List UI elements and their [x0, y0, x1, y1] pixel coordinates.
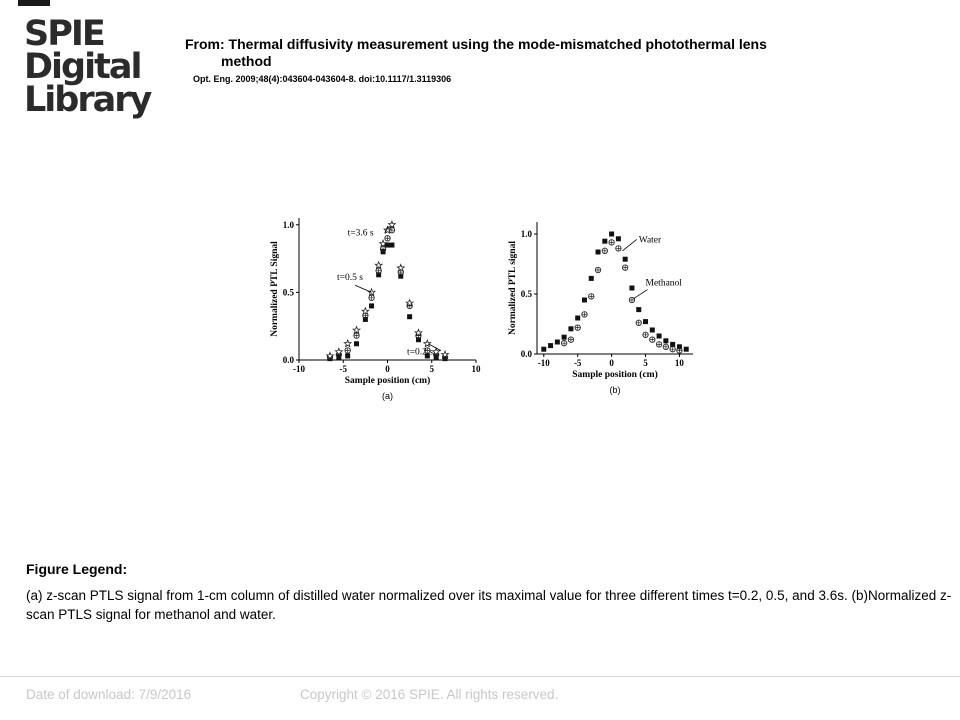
panel-a-y-tick-label: 0.0 — [282, 355, 294, 365]
spie-digital-library-logo — [24, 14, 151, 120]
panel-b-point-water — [555, 340, 560, 345]
panel-b-point-water — [609, 232, 614, 237]
panel-b-point-methanol-cross — [657, 342, 661, 346]
panel-a-y-tick-label: 0.5 — [282, 287, 294, 298]
panel-a-panel-label: (a) — [382, 391, 393, 401]
panel-a-annotation: t=3.6 s — [347, 228, 374, 239]
panel-b-x-tick-label: 0 — [609, 358, 614, 368]
panel-a-point-t-0-5-s-cross — [386, 236, 390, 240]
footer-divider — [0, 676, 960, 677]
panel-b-point-water — [602, 239, 607, 244]
panel-b-point-methanol-cross — [671, 347, 675, 351]
panel-a-point-t-0-5-s-cross — [355, 334, 359, 338]
panel-a-point-t-0-2-s — [345, 353, 350, 358]
panel-b-point-methanol-cross — [562, 341, 566, 345]
panel-b-point-water — [629, 286, 634, 291]
panel-a-point-t-0-2-s — [369, 303, 374, 308]
panel-a-point-t-0-5-s-cross — [377, 269, 381, 273]
panel-b-point-water — [568, 326, 573, 331]
panel-a-point-t-0-2-s — [389, 243, 394, 248]
panel-b-point-water — [623, 257, 628, 262]
article-title-line-1: From: Thermal diffusivity measurement using the mode-mismatched photothermal lens — [185, 36, 767, 52]
article-title — [185, 36, 885, 70]
panel-a-x-tick-label: -5 — [339, 364, 347, 374]
figure-legend-text: (a) z-scan PTLS signal from 1-cm column of distilled water normalized over its maximal value for three different times t=0.2, 0.5, and 3.6s. (b)Normalized z-scan PTLS signal for methanol and water. — [26, 588, 952, 622]
panel-b-point-methanol-cross — [616, 246, 620, 250]
panel-b-x-axis-label: Sample position (cm) — [572, 370, 658, 380]
panel-b-x-tick-label: -5 — [573, 358, 582, 368]
panel-a-point-t-3-6-s — [424, 340, 431, 347]
panel-b-point-methanol-cross — [637, 321, 641, 325]
panel-a-point-t-3-6-s — [389, 221, 396, 228]
panel-a-annotation: t=0.2 s — [406, 347, 433, 358]
panel-a-y-axis-label: Normalized PTL Signal — [270, 241, 280, 337]
figure-image — [255, 208, 705, 408]
panel-a-x-tick-label: 5 — [429, 364, 434, 374]
logo-line-3: Library — [24, 80, 151, 120]
panel-b-annotation-arrow — [633, 290, 647, 299]
panel-b-point-water — [657, 334, 662, 339]
panel-a-x-tick-label: 10 — [471, 364, 481, 374]
panel-b-y-tick-label: 1.0 — [520, 229, 532, 239]
article-title-line-2: method — [221, 53, 272, 69]
panel-a-annotation: t=0.5 s — [337, 273, 364, 284]
top-accent-bar — [18, 0, 50, 6]
panel-b-point-water — [684, 347, 689, 352]
panel-a-x-tick-label: -10 — [293, 364, 305, 374]
panel-b-point-methanol-cross — [664, 345, 668, 349]
figure-legend-title: Figure Legend: — [26, 561, 128, 577]
panel-b-point-water — [541, 347, 546, 352]
panel-b-x-tick-label: -10 — [537, 358, 550, 368]
panel-b-y-tick-label: 0.0 — [520, 349, 532, 359]
panel-b-point-water — [663, 338, 668, 343]
panel-a-point-t-0-5-s-cross — [346, 349, 350, 353]
logo-line-1: SPIE — [24, 14, 104, 54]
panel-b-point-water — [582, 298, 587, 303]
panel-a-point-t-0-2-s — [407, 314, 412, 319]
panel-b-point-methanol-cross — [644, 333, 648, 337]
panel-b-point-water — [562, 335, 567, 340]
panel-b-point-water — [575, 316, 580, 321]
panel-b-point-methanol-cross — [576, 326, 580, 330]
panel-b-point-methanol-cross — [603, 249, 607, 253]
panel-b-point-methanol-cross — [650, 338, 654, 342]
panel-b-point-water — [596, 250, 601, 255]
copyright-notice: Copyright © 2016 SPIE. All rights reserved. — [300, 687, 559, 702]
panel-a-point-t-3-6-s — [397, 264, 404, 271]
panel-b-point-water — [636, 307, 641, 312]
panel-b-x-tick-label: 10 — [674, 358, 684, 368]
panel-b-annotation-arrow — [622, 239, 636, 250]
panel-b-point-water — [589, 276, 594, 281]
panel-b-panel-label: (b) — [609, 385, 621, 395]
logo-line-2: Digital — [24, 47, 141, 87]
panel-b-annotation: Water — [638, 235, 662, 246]
panel-b-point-water — [616, 236, 621, 241]
panel-b-point-methanol-cross — [589, 294, 593, 298]
panel-a-point-t-3-6-s — [375, 262, 382, 269]
panel-b-y-tick-label: 0.5 — [520, 289, 532, 299]
article-citation: Opt. Eng. 2009;48(4):043604-043604-8. doi:10.1117/1.3119306 — [193, 74, 452, 84]
panel-b-point-water — [548, 343, 553, 348]
panel-a-point-t-3-6-s — [353, 327, 360, 334]
panel-b-point-methanol-cross — [610, 240, 614, 244]
panel-b-y-axis-label: Normalized PTL signal — [508, 241, 518, 335]
panel-a-point-t-0-2-s — [354, 341, 359, 346]
panel-a-x-tick-label: 0 — [385, 364, 390, 374]
panel-b-point-methanol-cross — [623, 266, 627, 270]
panel-b-x-tick-label: 5 — [643, 358, 648, 368]
panel-a-annotation-arrow — [355, 285, 372, 292]
panel-b-point-water — [650, 328, 655, 333]
panel-a-point-t-3-6-s — [362, 308, 369, 315]
download-date: Date of download: 7/9/2016 — [26, 687, 192, 702]
panel-b-point-methanol-cross — [596, 268, 600, 272]
panel-b-point-water — [643, 319, 648, 324]
panel-a-y-tick-label: 1.0 — [282, 219, 294, 230]
panel-a-point-t-0-5-s-cross — [370, 296, 374, 300]
panel-b-annotation: Methanol — [645, 278, 682, 289]
panel-a-point-t-3-6-s — [344, 340, 351, 347]
panel-a-x-axis-label: Sample position (cm) — [344, 376, 431, 386]
panel-b-point-methanol-cross — [569, 338, 573, 342]
panel-b-point-methanol-cross — [582, 312, 586, 316]
